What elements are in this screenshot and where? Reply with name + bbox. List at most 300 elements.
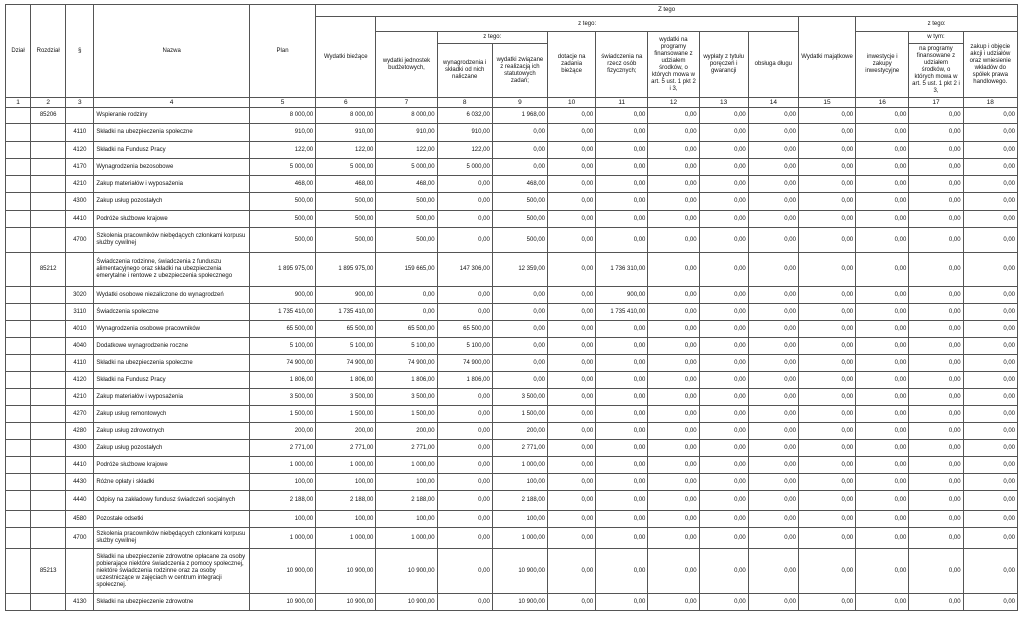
cell-nazwa: Składki na ubezpieczenie zdrowotne opłacane za osoby pobierające niektóre świadczenia z pomocy społecznej, niektóre świadczenia rodzinne oraz za osoby uczestniczące w zajęciach w centrum integracji społecznej. xyxy=(94,549,250,594)
cell-value: 0,00 xyxy=(548,142,596,159)
cell-value: 0,00 xyxy=(699,406,748,423)
cell-value: 0,00 xyxy=(596,228,648,253)
cell-value: 0,00 xyxy=(492,338,547,355)
cell-value: 10 900,00 xyxy=(376,594,437,611)
cell-value: 0,00 xyxy=(548,594,596,611)
cell-rozdzial xyxy=(31,372,66,389)
cell-value: 0,00 xyxy=(699,491,748,511)
cell-value: 0,00 xyxy=(492,304,547,321)
cell-dzial xyxy=(6,423,31,440)
cell-value: 0,00 xyxy=(699,159,748,176)
cell-value: 1 500,00 xyxy=(492,406,547,423)
cell-value: 0,00 xyxy=(963,108,1017,124)
column-number: 12 xyxy=(648,98,699,108)
cell-nazwa: Zakup usług remontowych xyxy=(94,406,250,423)
table-row xyxy=(6,440,1018,457)
cell-value: 0,00 xyxy=(648,549,699,594)
cell-nazwa: Składki na Fundusz Pracy xyxy=(94,372,250,389)
cell-value: 0,00 xyxy=(963,321,1017,338)
cell-dzial xyxy=(6,211,31,228)
cell-value: 200,00 xyxy=(376,423,437,440)
cell-value: 0,00 xyxy=(748,440,798,457)
cell-value: 0,00 xyxy=(748,211,798,228)
cell-value: 0,00 xyxy=(548,211,596,228)
cell-value: 1 000,00 xyxy=(492,457,547,474)
cell-value: 0,00 xyxy=(748,287,798,304)
cell-value: 65 500,00 xyxy=(249,321,315,338)
cell-value: 0,00 xyxy=(548,338,596,355)
cell-value: 0,00 xyxy=(963,389,1017,406)
cell-value: 900,00 xyxy=(316,287,376,304)
header-z-tego-jednostek: z tego: xyxy=(437,32,547,44)
table-row xyxy=(6,549,1018,594)
cell-paragraf: 4110 xyxy=(66,355,94,372)
cell-paragraf: 4410 xyxy=(66,457,94,474)
cell-value: 0,00 xyxy=(648,159,699,176)
cell-value: 0,00 xyxy=(856,389,909,406)
cell-value: 0,00 xyxy=(437,423,492,440)
cell-value: 0,00 xyxy=(548,406,596,423)
cell-value: 0,00 xyxy=(856,355,909,372)
cell-nazwa: Różne opłaty i składki xyxy=(94,474,250,491)
cell-dzial xyxy=(6,511,31,528)
header-obsluga-dlugu: obsługa długu xyxy=(748,32,798,98)
cell-paragraf: 4210 xyxy=(66,389,94,406)
cell-value: 0,00 xyxy=(748,423,798,440)
cell-value: 2 771,00 xyxy=(492,440,547,457)
cell-value: 0,00 xyxy=(648,176,699,193)
cell-value: 0,00 xyxy=(548,253,596,287)
cell-value: 0,00 xyxy=(596,511,648,528)
cell-value: 910,00 xyxy=(437,124,492,142)
table-row xyxy=(6,355,1018,372)
cell-value: 0,00 xyxy=(909,406,963,423)
cell-paragraf: 4270 xyxy=(66,406,94,423)
cell-value: 0,00 xyxy=(748,124,798,142)
cell-value: 0,00 xyxy=(648,491,699,511)
cell-nazwa: Wynagrodzenia osobowe pracowników xyxy=(94,321,250,338)
cell-value: 122,00 xyxy=(437,142,492,159)
cell-value: 0,00 xyxy=(437,440,492,457)
cell-value: 1 968,00 xyxy=(492,108,547,124)
cell-value: 0,00 xyxy=(909,372,963,389)
cell-value: 0,00 xyxy=(596,108,648,124)
cell-paragraf xyxy=(66,108,94,124)
cell-value: 0,00 xyxy=(748,474,798,491)
cell-value: 0,00 xyxy=(648,108,699,124)
cell-value: 200,00 xyxy=(316,423,376,440)
cell-value: 0,00 xyxy=(548,108,596,124)
cell-value: 0,00 xyxy=(909,423,963,440)
cell-value: 500,00 xyxy=(249,211,315,228)
column-number: 15 xyxy=(798,98,855,108)
cell-value: 0,00 xyxy=(909,108,963,124)
cell-value: 65 500,00 xyxy=(437,321,492,338)
cell-value: 0,00 xyxy=(699,321,748,338)
cell-value: 0,00 xyxy=(648,389,699,406)
cell-value: 468,00 xyxy=(249,176,315,193)
cell-value: 1 895 975,00 xyxy=(316,253,376,287)
cell-value: 0,00 xyxy=(798,423,855,440)
header-plan: Plan xyxy=(249,5,315,98)
cell-value: 500,00 xyxy=(249,193,315,211)
cell-value: 8 000,00 xyxy=(376,108,437,124)
cell-value: 0,00 xyxy=(596,549,648,594)
cell-value: 200,00 xyxy=(249,423,315,440)
cell-value: 0,00 xyxy=(492,159,547,176)
cell-paragraf: 4120 xyxy=(66,142,94,159)
cell-value: 0,00 xyxy=(798,287,855,304)
table-row xyxy=(6,142,1018,159)
cell-value: 0,00 xyxy=(699,338,748,355)
cell-nazwa: Pozostałe odsetki xyxy=(94,511,250,528)
cell-value: 159 665,00 xyxy=(376,253,437,287)
column-number: 4 xyxy=(94,98,250,108)
cell-value: 0,00 xyxy=(856,211,909,228)
cell-value: 0,00 xyxy=(648,321,699,338)
cell-value: 1 806,00 xyxy=(376,372,437,389)
cell-value: 2 771,00 xyxy=(316,440,376,457)
cell-value: 0,00 xyxy=(548,159,596,176)
cell-value: 0,00 xyxy=(909,228,963,253)
cell-value: 2 771,00 xyxy=(249,440,315,457)
cell-value: 0,00 xyxy=(548,491,596,511)
cell-value: 5 100,00 xyxy=(437,338,492,355)
cell-paragraf: 4300 xyxy=(66,440,94,457)
cell-value: 0,00 xyxy=(856,457,909,474)
cell-value: 100,00 xyxy=(249,511,315,528)
cell-value: 0,00 xyxy=(596,142,648,159)
column-number: 5 xyxy=(249,98,315,108)
cell-value: 8 000,00 xyxy=(249,108,315,124)
cell-value: 1 895 975,00 xyxy=(249,253,315,287)
cell-value: 0,00 xyxy=(856,594,909,611)
cell-dzial xyxy=(6,372,31,389)
cell-paragraf: 4210 xyxy=(66,176,94,193)
cell-value: 0,00 xyxy=(798,355,855,372)
cell-dzial xyxy=(6,321,31,338)
cell-value: 500,00 xyxy=(249,228,315,253)
cell-nazwa: Zakup materiałów i wyposażenia xyxy=(94,176,250,193)
cell-value: 0,00 xyxy=(596,440,648,457)
cell-value: 500,00 xyxy=(492,211,547,228)
cell-value: 100,00 xyxy=(492,474,547,491)
cell-value: 0,00 xyxy=(748,355,798,372)
cell-value: 0,00 xyxy=(798,321,855,338)
cell-value: 0,00 xyxy=(699,423,748,440)
cell-value: 0,00 xyxy=(909,211,963,228)
cell-value: 0,00 xyxy=(437,457,492,474)
cell-value: 1 000,00 xyxy=(249,457,315,474)
cell-value: 0,00 xyxy=(909,338,963,355)
cell-value: 0,00 xyxy=(748,594,798,611)
cell-paragraf: 4040 xyxy=(66,338,94,355)
cell-value: 0,00 xyxy=(798,474,855,491)
cell-value: 500,00 xyxy=(376,228,437,253)
cell-value: 0,00 xyxy=(798,304,855,321)
cell-value: 0,00 xyxy=(648,253,699,287)
cell-value: 0,00 xyxy=(699,372,748,389)
cell-value: 0,00 xyxy=(963,406,1017,423)
cell-rozdzial xyxy=(31,287,66,304)
cell-value: 0,00 xyxy=(699,440,748,457)
cell-value: 0,00 xyxy=(492,372,547,389)
cell-value: 0,00 xyxy=(798,440,855,457)
cell-value: 0,00 xyxy=(748,321,798,338)
cell-rozdzial xyxy=(31,142,66,159)
cell-value: 0,00 xyxy=(437,594,492,611)
cell-paragraf: 4170 xyxy=(66,159,94,176)
cell-value: 5 000,00 xyxy=(249,159,315,176)
cell-value: 3 500,00 xyxy=(492,389,547,406)
cell-rozdzial xyxy=(31,406,66,423)
cell-value: 0,00 xyxy=(963,491,1017,511)
cell-dzial xyxy=(6,124,31,142)
cell-value: 0,00 xyxy=(856,304,909,321)
cell-value: 468,00 xyxy=(492,176,547,193)
cell-nazwa: Zakup materiałów i wyposażenia xyxy=(94,389,250,406)
cell-value: 500,00 xyxy=(316,228,376,253)
cell-value: 0,00 xyxy=(748,142,798,159)
cell-value: 3 500,00 xyxy=(376,389,437,406)
header-wydatki-jednostek: wydatki jednostek budżetowych, xyxy=(376,32,437,98)
header-swiadczenia: świadczenia na rzecz osób fizycznych; xyxy=(596,32,648,98)
cell-value: 200,00 xyxy=(492,423,547,440)
header-z-tego: Z tego xyxy=(316,5,1018,17)
cell-value: 0,00 xyxy=(437,389,492,406)
cell-value: 74 900,00 xyxy=(437,355,492,372)
cell-dzial xyxy=(6,355,31,372)
cell-value: 0,00 xyxy=(376,287,437,304)
cell-value: 0,00 xyxy=(963,287,1017,304)
cell-nazwa: Podróże służbowe krajowe xyxy=(94,457,250,474)
cell-value: 0,00 xyxy=(648,423,699,440)
cell-value: 1 806,00 xyxy=(316,372,376,389)
table-row xyxy=(6,159,1018,176)
cell-value: 0,00 xyxy=(648,440,699,457)
table-row xyxy=(6,228,1018,253)
column-number: 6 xyxy=(316,98,376,108)
cell-value: 0,00 xyxy=(699,108,748,124)
cell-value: 0,00 xyxy=(699,287,748,304)
cell-value: 0,00 xyxy=(596,355,648,372)
cell-value: 0,00 xyxy=(963,338,1017,355)
cell-value: 100,00 xyxy=(316,511,376,528)
cell-dzial xyxy=(6,528,31,549)
header-inwestycje: inwestycje i zakupy inwestycyjne xyxy=(856,32,909,98)
cell-value: 0,00 xyxy=(963,549,1017,594)
cell-value: 0,00 xyxy=(596,211,648,228)
budget-table-container xyxy=(5,4,1018,611)
cell-dzial xyxy=(6,338,31,355)
cell-nazwa: Składki na ubezpieczenia społeczne xyxy=(94,355,250,372)
cell-value: 5 000,00 xyxy=(316,159,376,176)
cell-value: 0,00 xyxy=(909,142,963,159)
cell-nazwa: Zakup usług pozostałych xyxy=(94,440,250,457)
cell-value: 12 359,00 xyxy=(492,253,547,287)
cell-value: 0,00 xyxy=(548,321,596,338)
cell-dzial xyxy=(6,594,31,611)
cell-paragraf xyxy=(66,253,94,287)
cell-nazwa: Szkolenia pracowników niebędących członkami korpusu służby cywilnej xyxy=(94,528,250,549)
cell-value: 0,00 xyxy=(548,124,596,142)
cell-nazwa: Dodatkowe wynagrodzenie roczne xyxy=(94,338,250,355)
cell-value: 0,00 xyxy=(963,372,1017,389)
cell-dzial xyxy=(6,142,31,159)
header-wydatki-programy: wydatki na programy finansowane z udziałem środków, o których mowa w art. 5 ust. 1 pkt 2 i 3, xyxy=(648,32,699,98)
cell-value: 0,00 xyxy=(909,440,963,457)
cell-value: 0,00 xyxy=(699,549,748,594)
cell-value: 0,00 xyxy=(437,406,492,423)
cell-value: 0,00 xyxy=(548,457,596,474)
cell-dzial xyxy=(6,253,31,287)
cell-value: 0,00 xyxy=(648,211,699,228)
cell-value: 0,00 xyxy=(437,304,492,321)
cell-value: 0,00 xyxy=(748,528,798,549)
cell-value: 0,00 xyxy=(963,124,1017,142)
cell-value: 0,00 xyxy=(437,528,492,549)
cell-dzial xyxy=(6,440,31,457)
cell-value: 100,00 xyxy=(376,511,437,528)
table-row xyxy=(6,474,1018,491)
cell-value: 0,00 xyxy=(699,228,748,253)
header-dotacje: dotacje na zadania bieżące xyxy=(548,32,596,98)
cell-value: 0,00 xyxy=(856,406,909,423)
cell-value: 10 900,00 xyxy=(492,594,547,611)
cell-value: 0,00 xyxy=(798,228,855,253)
cell-value: 0,00 xyxy=(648,193,699,211)
cell-value: 0,00 xyxy=(963,253,1017,287)
cell-paragraf: 4010 xyxy=(66,321,94,338)
cell-value: 2 771,00 xyxy=(376,440,437,457)
cell-value: 0,00 xyxy=(963,211,1017,228)
cell-value: 0,00 xyxy=(492,124,547,142)
cell-value: 0,00 xyxy=(648,142,699,159)
cell-value: 100,00 xyxy=(249,474,315,491)
cell-value: 500,00 xyxy=(376,211,437,228)
column-number: 8 xyxy=(437,98,492,108)
cell-value: 1 806,00 xyxy=(437,372,492,389)
cell-rozdzial xyxy=(31,228,66,253)
cell-value: 0,00 xyxy=(699,211,748,228)
cell-value: 0,00 xyxy=(963,228,1017,253)
cell-value: 0,00 xyxy=(856,491,909,511)
cell-value: 0,00 xyxy=(798,211,855,228)
cell-value: 0,00 xyxy=(909,176,963,193)
column-number: 11 xyxy=(596,98,648,108)
cell-value: 910,00 xyxy=(376,124,437,142)
cell-value: 0,00 xyxy=(798,142,855,159)
column-number: 7 xyxy=(376,98,437,108)
cell-value: 0,00 xyxy=(748,159,798,176)
cell-value: 500,00 xyxy=(492,228,547,253)
header-paragraf: § xyxy=(66,5,94,98)
cell-value: 74 900,00 xyxy=(249,355,315,372)
cell-rozdzial xyxy=(31,321,66,338)
cell-value: 0,00 xyxy=(748,549,798,594)
header-z-tego-majatkowe: z tego: xyxy=(856,17,1018,32)
header-wydatki-statutowe: wydatki związane z realizacją ich statutowych zadań; xyxy=(492,44,547,98)
cell-value: 5 000,00 xyxy=(376,159,437,176)
cell-nazwa: Wynagrodzenia bezosobowe xyxy=(94,159,250,176)
cell-value: 0,00 xyxy=(548,511,596,528)
cell-dzial xyxy=(6,304,31,321)
column-number: 18 xyxy=(963,98,1017,108)
table-row xyxy=(6,321,1018,338)
cell-value: 0,00 xyxy=(963,176,1017,193)
cell-value: 0,00 xyxy=(798,108,855,124)
cell-value: 10 900,00 xyxy=(492,549,547,594)
cell-value: 0,00 xyxy=(909,457,963,474)
cell-value: 0,00 xyxy=(596,124,648,142)
cell-value: 0,00 xyxy=(699,176,748,193)
table-row xyxy=(6,304,1018,321)
cell-rozdzial xyxy=(31,528,66,549)
cell-value: 468,00 xyxy=(376,176,437,193)
cell-value: 0,00 xyxy=(856,124,909,142)
cell-paragraf: 4430 xyxy=(66,474,94,491)
cell-value: 0,00 xyxy=(699,124,748,142)
cell-nazwa: Świadczenia społeczne xyxy=(94,304,250,321)
cell-value: 1 806,00 xyxy=(249,372,315,389)
table-row xyxy=(6,423,1018,440)
column-numbers-row xyxy=(6,98,1018,108)
cell-value: 122,00 xyxy=(316,142,376,159)
cell-value: 500,00 xyxy=(316,211,376,228)
cell-dzial xyxy=(6,159,31,176)
cell-value: 0,00 xyxy=(963,511,1017,528)
cell-value: 0,00 xyxy=(856,440,909,457)
column-number: 14 xyxy=(748,98,798,108)
cell-rozdzial xyxy=(31,423,66,440)
cell-value: 0,00 xyxy=(748,338,798,355)
cell-value: 0,00 xyxy=(596,159,648,176)
cell-value: 1 000,00 xyxy=(316,457,376,474)
table-row xyxy=(6,108,1018,124)
cell-value: 0,00 xyxy=(699,594,748,611)
cell-nazwa: Składki na ubezpieczenia społeczne xyxy=(94,124,250,142)
table-row xyxy=(6,491,1018,511)
cell-value: 0,00 xyxy=(798,389,855,406)
cell-value: 910,00 xyxy=(249,124,315,142)
column-number: 16 xyxy=(856,98,909,108)
table-row xyxy=(6,457,1018,474)
cell-value: 0,00 xyxy=(909,287,963,304)
table-row xyxy=(6,594,1018,611)
cell-value: 0,00 xyxy=(963,440,1017,457)
cell-value: 65 500,00 xyxy=(316,321,376,338)
cell-nazwa: Podróże służbowe krajowe xyxy=(94,211,250,228)
cell-value: 0,00 xyxy=(748,389,798,406)
cell-value: 0,00 xyxy=(492,287,547,304)
cell-value: 0,00 xyxy=(748,176,798,193)
cell-rozdzial xyxy=(31,511,66,528)
cell-nazwa: Odpisy na zakładowy fundusz świadczeń socjalnych xyxy=(94,491,250,511)
column-number: 2 xyxy=(31,98,66,108)
cell-rozdzial xyxy=(31,304,66,321)
cell-value: 468,00 xyxy=(316,176,376,193)
cell-nazwa: Zakup usług zdrowotnych xyxy=(94,423,250,440)
column-number: 1 xyxy=(6,98,31,108)
cell-dzial xyxy=(6,193,31,211)
cell-value: 0,00 xyxy=(909,355,963,372)
cell-value: 1 500,00 xyxy=(249,406,315,423)
cell-value: 0,00 xyxy=(437,228,492,253)
cell-value: 0,00 xyxy=(699,511,748,528)
cell-value: 0,00 xyxy=(856,193,909,211)
cell-value: 900,00 xyxy=(596,287,648,304)
cell-value: 2 188,00 xyxy=(249,491,315,511)
